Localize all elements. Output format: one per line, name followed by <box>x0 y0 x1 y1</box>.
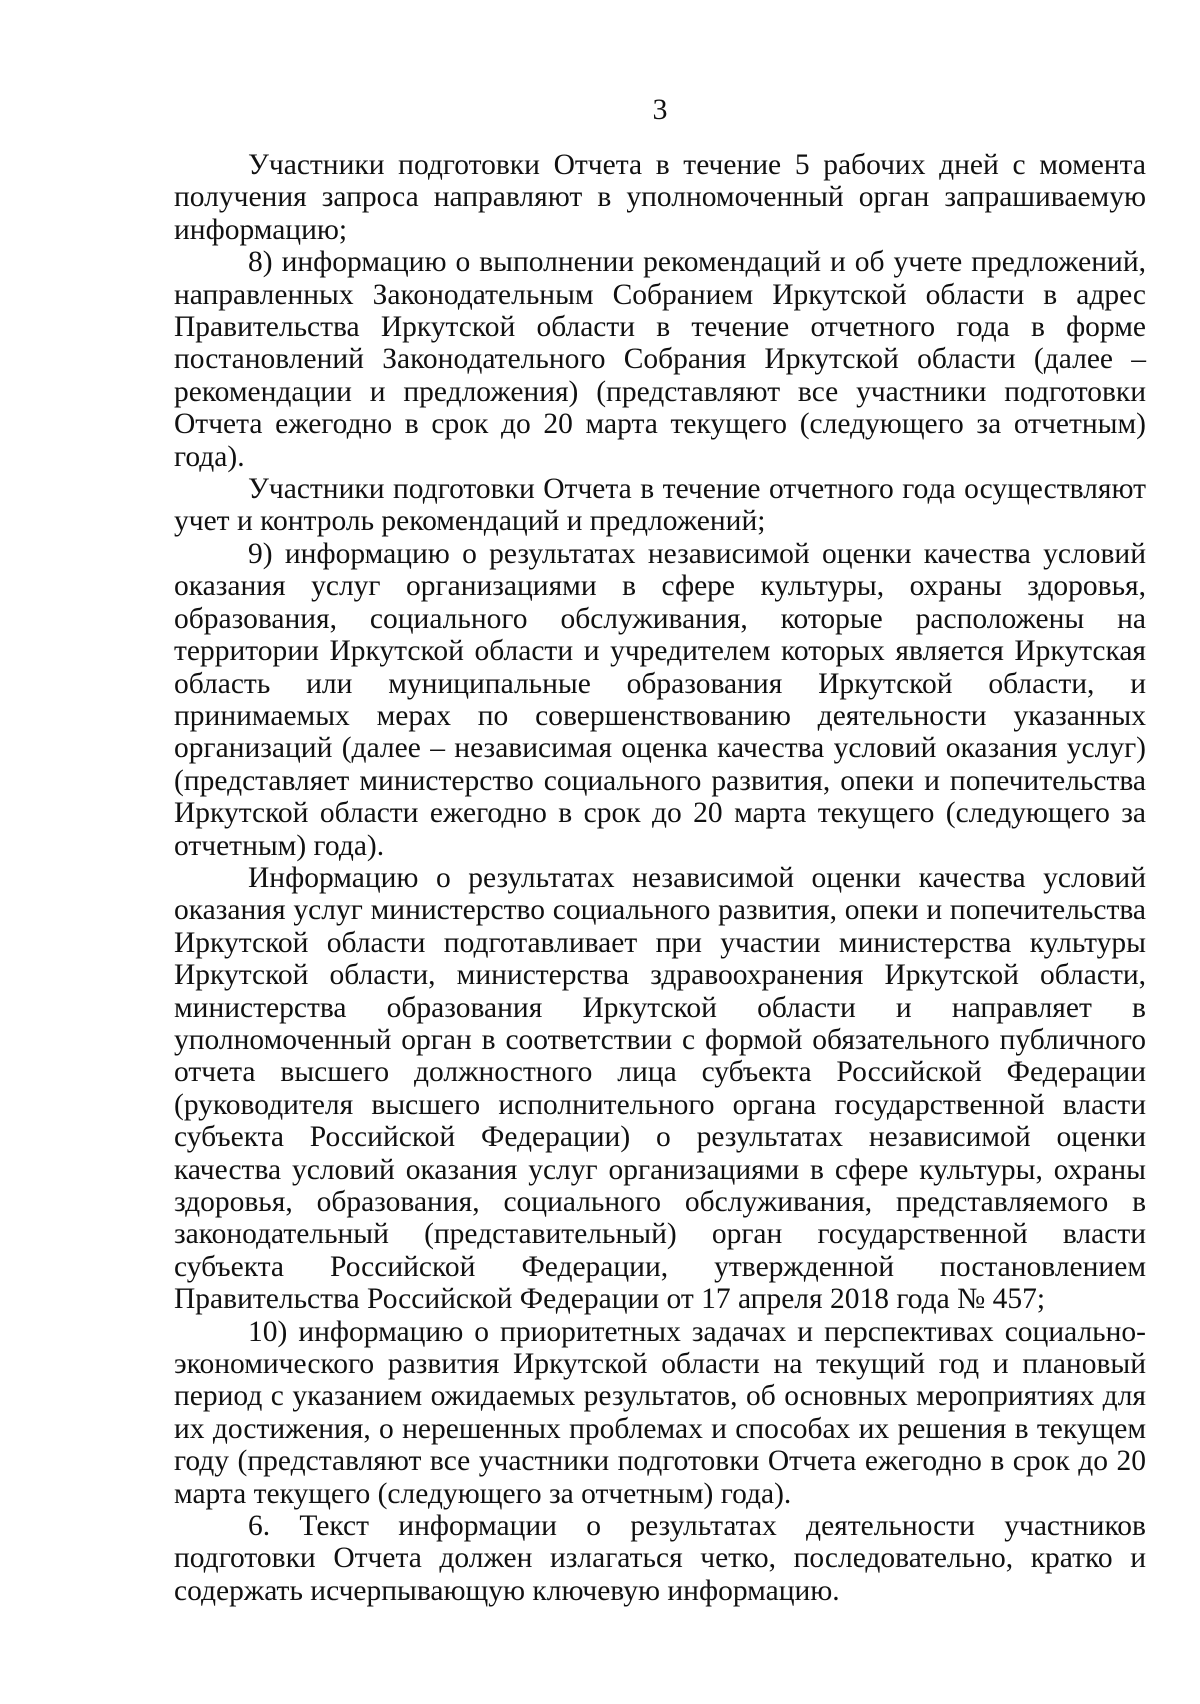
paragraph-participants-deadline: Участники подготовки Отчета в течение 5 рабочих дней с момента получения запроса направляют в уполномоченный орган запрашиваемую информацию; <box>174 149 1146 246</box>
paragraph-independent-assessment: Информацию о результатах независимой оценки качества условий оказания услуг министерство социального развития, опеки и попечительства Иркутской области подготавливает при участии министерства культуры Иркутской области, министерства здравоохранения Иркутской области, министерства образования Иркутской области и направляет в уполномоченный орган в соответствии с формой обязательного публичного отчета высшего должностного лица субъекта Российской Федерации (руководителя высшего исполнительного органа государственной власти субъекта Российской Федерации) о результатах независимой оценки качества условий оказания услуг организациями в сфере культуры, охраны здоровья, образования, социального обслуживания, представляемого в законодательный (представительный) орган государственной власти субъекта Российской Федерации, утвержденной постановлением Правительства Российской Федерации от 17 апреля 2018 года № 457; <box>174 861 1146 1316</box>
paragraph-item-10: 10) информацию о приоритетных задачах и перспективах социально-экономического развития Иркутской области на текущий год и плановый период с указанием ожидаемых результатов, об основных мероприятиях для их достижения, о нерешенных проблемах и способах их решения в текущем году (представляют все участники подготовки Отчета ежегодно в срок до 20 марта текущего (следующего за отчетным) года). <box>174 1315 1146 1510</box>
page-number: 3 <box>652 93 668 126</box>
paragraph-item-8: 8) информацию о выполнении рекомендаций и об учете предложений, направленных Законодательным Собранием Иркутской области в адрес Правительства Иркутской области в течение отчетного года в форме постановлений Законодательного Собрания Иркутской области (далее – рекомендации и предложения) (представляют все участники подготовки Отчета ежегодно в срок до 20 марта текущего (следующего за отчетным) года). <box>174 246 1146 473</box>
paragraph-participants-control: Участники подготовки Отчета в течение отчетного года осуществляют учет и контроль рекомендаций и предложений; <box>174 473 1146 538</box>
paragraph-item-9: 9) информацию о результатах независимой оценки качества условий оказания услуг организациями в сфере культуры, охраны здоровья, образования, социального обслуживания, которые расположены на территории Иркутской области и учредителем которых является Иркутская область или муниципальные образования Иркутской области, и принимаемых мерах по совершенствованию деятельности указанных организаций (далее – независимая оценка качества условий оказания услуг) (представляет министерство социального развития, опеки и попечительства Иркутской области ежегодно в срок до 20 марта текущего (следующего за отчетным) года). <box>174 537 1146 862</box>
paragraph-section-6: 6. Текст информации о результатах деятельности участников подготовки Отчета должен излагаться четко, последовательно, кратко и содержать исчерпывающую ключевую информацию. <box>174 1510 1146 1607</box>
document-body <box>174 149 1146 1607</box>
